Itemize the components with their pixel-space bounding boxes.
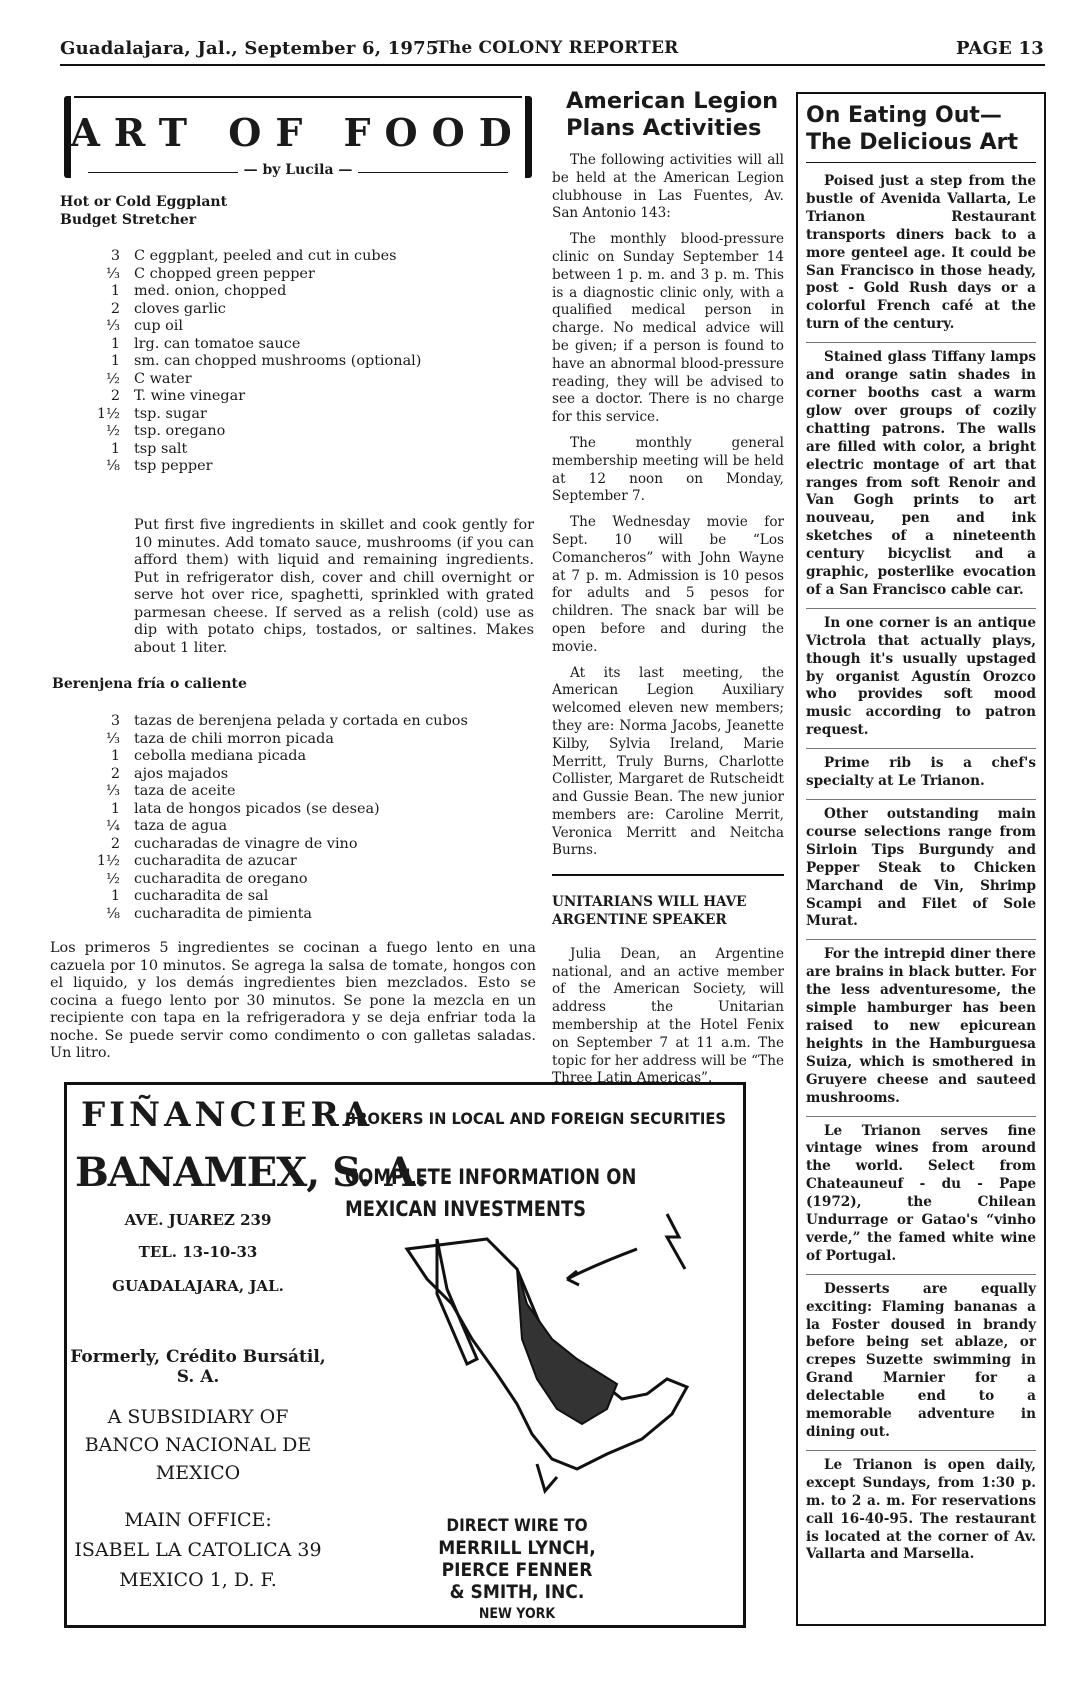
ingredient-row: [96, 301, 421, 319]
ingredient-row: [96, 458, 421, 476]
ingredient-quantity: 3: [110, 248, 120, 264]
article-paragraph: The following activities will all be held at the American Legion clubhouse in Las Fuentes, Av. San Antonio 143:: [552, 152, 784, 222]
ingredient-quantity: ⅛: [106, 458, 120, 474]
article-paragraph: In one corner is an antique Victrola that actually plays, though it's usually upstaged by organist Agustín Orozco who provides soft mood music according to patron request.: [806, 608, 1036, 740]
article-paragraph: Poised just a step from the bustle of Avenida Vallarta, Le Trianon Restaurant transports diners back to a more genteel age. It could be San Francisco in those heady, post - Gold Rush days or a colorful French café at the turn of the century.: [806, 173, 1036, 333]
ingredient-row: [96, 801, 468, 819]
ad-main-office: [67, 1505, 329, 1595]
masthead: [0, 0, 1090, 66]
paper-name: The COLONY REPORTER: [436, 38, 679, 58]
ingredient-text: C chopped green pepper: [134, 265, 315, 282]
ingredient-row: [96, 406, 421, 424]
ingredient-text: C eggplant, peeled and cut in cubes: [134, 248, 397, 264]
page-number: PAGE 13: [956, 38, 1044, 59]
ingredient-text: cloves garlic: [134, 300, 226, 317]
ad-subsidiary-line: BANCO NACIONAL DE: [84, 1434, 312, 1456]
ingredient-text: lata de hongos picados (se desea): [134, 800, 380, 817]
ingredient-row: [96, 818, 468, 836]
ad-direct-wire-line: & SMITH, INC.: [449, 1581, 585, 1603]
byline-rule-right: [358, 172, 508, 173]
article-paragraph: The monthly general membership meeting will be held at 12 noon on Monday, September 7.: [552, 434, 784, 505]
ingredient-quantity: ¼: [106, 818, 120, 834]
ingredient-quantity: 2: [110, 835, 120, 852]
ingredient-text: sm. can chopped mushrooms (optional): [134, 353, 422, 369]
ad-brokers-line: BROKERS IN LOCAL AND FOREIGN SECURITIES: [345, 1109, 726, 1128]
ingredient-text: cucharadas de vinagre de vino: [134, 835, 358, 852]
spanish-recipe-title: Berenjena fría o caliente: [52, 676, 247, 692]
ingredient-quantity: 2: [110, 765, 120, 782]
ingredient-list: [96, 248, 421, 476]
middle-column: [552, 88, 784, 1088]
ad-subsidiary-line: MEXICO: [155, 1462, 241, 1484]
ingredient-row: [96, 388, 421, 406]
ingredient-text: T. wine vinegar: [134, 388, 246, 404]
ingredient-text: tsp salt: [134, 440, 188, 457]
american-legion-article: [552, 152, 784, 860]
ingredient-row: [96, 731, 468, 749]
ingredient-quantity: 3: [110, 713, 120, 729]
ad-mexican-investments: MEXICAN INVESTMENTS: [345, 1197, 586, 1221]
ingredient-row: [96, 248, 421, 266]
ingredient-quantity: 1: [110, 335, 120, 352]
ingredient-text: cucharadita de oregano: [134, 870, 308, 887]
article-paragraph: Stained glass Tiffany lamps and orange satin shades in corner booths cast a warm glow over groups of cozily chatting patrons. The walls are filled with color, a bright electric montage of art that ranges from soft Renoir and Van Gogh prints to art nouveau, pen and ink sketches of a nineteenth century bicyclist and a graphic, posterlike evocation of a San Francisco cable car.: [806, 342, 1036, 600]
ingredient-quantity: 1: [110, 748, 120, 764]
ad-subsidiary: [67, 1403, 329, 1487]
ingredient-row: [96, 441, 421, 459]
ad-city: GUADALAJARA, JAL.: [112, 1277, 284, 1295]
article-paragraph: Le Trianon is open daily, except Sundays, from 1:30 p. m. to 2 a. m. For reservations call 16-40-95. The restaurant is located at the corner of Av. Vallarta and Marsella.: [806, 1450, 1036, 1564]
ingredient-row: [96, 888, 468, 906]
spanish-ingredients: [96, 713, 536, 923]
article-paragraph: At its last meeting, the American Legion Auxiliary welcomed eleven new members; they are: Norma Jacobs, Jeanette Kilby, Sylvia Ireland, Marie Merritt, Truly Burns, Charlotte Collister, Margaret de Rutscheidt and Gussie Bean. The new junior members are: Caroline Merrit, Veronica Merritt and Neitcha Burns.: [552, 664, 784, 859]
ingredient-quantity: 1: [110, 353, 120, 369]
article-paragraph: Other outstanding main course selections range from Sirloin Tips Burgundy and Pepper Steak to Chicken Marchand de Vin, Shrimp Scampi and Filet of Sole Murat.: [806, 799, 1036, 931]
ingredient-text: ajos majados: [134, 765, 229, 782]
ingredient-text: tsp pepper: [134, 458, 213, 474]
article-divider: [552, 874, 784, 876]
ingredient-quantity: 2: [110, 388, 120, 404]
ingredient-quantity: ⅓: [106, 783, 120, 799]
article-paragraph: The monthly blood-pressure clinic on Sunday September 14 between 1 p. m. and 3 p. m. This is a diagnostic clinic only, with a qualified medical person in charge. No medical advice will be given; if a person is found to have an abnormal blood-pressure reading, they will be advised to see a doctor. There is no charge for this service.: [552, 231, 784, 426]
ingredient-quantity: ⅛: [106, 905, 120, 922]
ingredient-row: [96, 783, 468, 801]
ingredient-quantity: ½: [106, 870, 120, 887]
ingredient-quantity: ⅓: [106, 265, 120, 282]
ad-direct-wire: [418, 1515, 616, 1625]
eating-out-article: [806, 102, 1036, 1564]
article-paragraph: Le Trianon serves fine vintage wines from around the world. Select from Chateauneuf - du - Pape (1972), the Chilean Undurrage or Gatao's “vinho verde,” the famed white wine of Portugal.: [806, 1116, 1036, 1266]
ingredient-text: taza de aceite: [134, 783, 236, 799]
ingredient-text: tazas de berenjena pelada y cortada en cubos: [134, 713, 468, 729]
ad-formerly: Formerly, Crédito Bursátil, S. A.: [70, 1347, 326, 1387]
ingredient-text: cucharadita de azucar: [134, 853, 297, 869]
ingredient-quantity: ⅓: [106, 318, 120, 334]
ad-direct-wire-line: NEW YORK: [478, 1606, 556, 1622]
american-legion-headline: American Legion Plans Activities: [566, 88, 779, 141]
ingredient-quantity: 1½: [96, 405, 120, 422]
ingredient-row: [96, 906, 468, 924]
ingredient-quantity: 1: [110, 440, 120, 457]
ad-telephone: TEL. 13-10-33: [138, 1243, 258, 1261]
ingredient-quantity: 1½: [96, 853, 120, 869]
ingredient-row: [96, 353, 421, 371]
ad-complete-info: COMPLETE INFORMATION ON: [345, 1165, 637, 1189]
ingredient-list: [96, 713, 468, 923]
art-of-food-header: [60, 92, 536, 178]
ad-address: AVE. JUAREZ 239: [124, 1211, 272, 1229]
article-paragraph: Desserts are equally exciting: Flaming bananas a la Foster doused in brandy before being set ablaze, or crepes Suzette swimming in Grand Marnier for a delectable end to a memorable adventure in dining out.: [806, 1274, 1036, 1442]
ad-main-office-line: MAIN OFFICE:: [124, 1509, 272, 1531]
eating-out-box: [796, 92, 1046, 1626]
recipe-title-line: Hot or Cold Eggplant: [60, 194, 228, 210]
ad-main-office-line: MEXICO 1, D. F.: [119, 1569, 277, 1591]
masthead-rule: [60, 64, 1045, 66]
ingredient-text: cup oil: [134, 318, 183, 334]
ingredient-text: taza de chili morron picada: [134, 730, 334, 747]
unitarians-headline: UNITARIANS WILL HAVE ARGENTINE SPEAKER: [552, 894, 747, 929]
english-recipe-title: [60, 194, 360, 229]
ingredient-row: [96, 283, 421, 301]
ingredient-quantity: 1: [110, 888, 120, 904]
ingredient-row: [96, 871, 468, 889]
article-paragraph: The Wednesday movie for Sept. 10 will be “Los Comancheros” with John Wayne at 7 p. m. Admission is 10 pesos for adults and 5 pesos for children. The snack bar will be open before and during the movie.: [552, 514, 784, 655]
ingredient-row: [96, 423, 421, 441]
ingredient-quantity: 2: [110, 300, 120, 317]
ingredient-row: [96, 748, 468, 766]
ingredient-text: cebolla mediana picada: [134, 748, 307, 764]
instructions-text: Put first five ingredients in skillet and cook gently for 10 minutes. Add tomato sauce, mushrooms (if you can afford them) with liquid and remaining ingredients. Put in refrigerator dish, cover and chill overnight or serve hot over rice, spaghetti, sprinkled with grated parmesan cheese. If served as a relish (cold) use as dip with potato chips, tostados, or saltines. Makes about 1 liter.: [134, 517, 534, 656]
spanish-instructions: [50, 940, 536, 1063]
ingredient-quantity: ½: [106, 423, 120, 439]
ad-direct-wire-line: DIRECT WIRE TO: [446, 1516, 588, 1536]
recipe-title-line: Budget Stretcher: [60, 211, 197, 228]
ad-direct-wire-line: MERRILL LYNCH,: [438, 1537, 596, 1559]
byline: — by Lucila —: [243, 162, 353, 178]
ingredient-text: tsp. sugar: [134, 405, 207, 422]
ingredient-row: [96, 713, 468, 731]
instructions-text: Los primeros 5 ingredientes se cocinan a fuego lento en una cazuela por 10 minutos. Se agrega la salsa de tomate, hongos con el liquido, y los demás ingredientes bien mezclados. Esto se cocina a fuego lento por 30 minutos. Se pone la mezcla en un recipiente con tapa en la refrigeradora y se deja enfriar toda la noche. Se puede servir como condimento o con galletas saladas. Un litro.: [50, 940, 536, 1061]
dateline: Guadalajara, Jal., September 6, 1975: [60, 38, 439, 59]
ingredient-row: [96, 853, 468, 871]
english-instructions: [134, 517, 534, 657]
ad-main-office-line: ISABEL LA CATOLICA 39: [74, 1539, 322, 1561]
mexico-map-illustration: [367, 1209, 707, 1509]
ingredient-quantity: ⅓: [106, 730, 120, 747]
column-title: ART OF FOOD: [70, 110, 526, 155]
ingredient-text: cucharadita de pimienta: [134, 905, 312, 922]
header-top-rule: [74, 96, 522, 98]
ingredient-quantity: ½: [106, 370, 120, 387]
article-paragraph: Prime rib is a chef's specialty at Le Trianon.: [806, 748, 1036, 791]
ad-subsidiary-line: A SUBSIDIARY OF: [107, 1406, 289, 1428]
eating-out-headline: On Eating Out— The Delicious Art: [806, 102, 1036, 163]
eating-out-body: [806, 173, 1036, 1564]
english-ingredients: [96, 248, 536, 476]
ingredient-text: C water: [134, 370, 192, 387]
ingredient-text: tsp. oregano: [134, 423, 226, 439]
ingredient-row: [96, 836, 468, 854]
article-paragraph: For the intrepid diner there are brains in black butter. For the less adventuresome, the simple hamburger has been raised to new epicurean heights in the Hamburguesa Suiza, which is smothered in Gruyere cheese and sauteed mushrooms.: [806, 939, 1036, 1107]
ingredient-text: cucharadita de sal: [134, 888, 269, 904]
ingredient-row: [96, 266, 421, 284]
ingredient-row: [96, 336, 421, 354]
ingredient-row: [96, 766, 468, 784]
ingredient-text: taza de agua: [134, 818, 228, 834]
unitarians-paragraph: Julia Dean, an Argentine national, and an active member of the American Society, will address the Unitarian membership at the Hotel Fenix on September 7 at 11 a.m. The topic for her address will be “The Three Latin Americas”.: [552, 945, 784, 1087]
ingredient-text: lrg. can tomatoe sauce: [134, 335, 301, 352]
ad-banamex: BANAMEX, S. A.: [75, 1149, 428, 1196]
ad-direct-wire-line: PIERCE FENNER: [441, 1559, 593, 1581]
ingredient-quantity: 1: [110, 800, 120, 817]
ingredient-row: [96, 318, 421, 336]
ingredient-text: med. onion, chopped: [134, 283, 287, 299]
financiera-advertisement: [64, 1082, 746, 1628]
ad-company-name: FIÑANCIERA: [81, 1095, 374, 1135]
ingredient-quantity: 1: [110, 283, 120, 299]
ingredient-row: [96, 371, 421, 389]
